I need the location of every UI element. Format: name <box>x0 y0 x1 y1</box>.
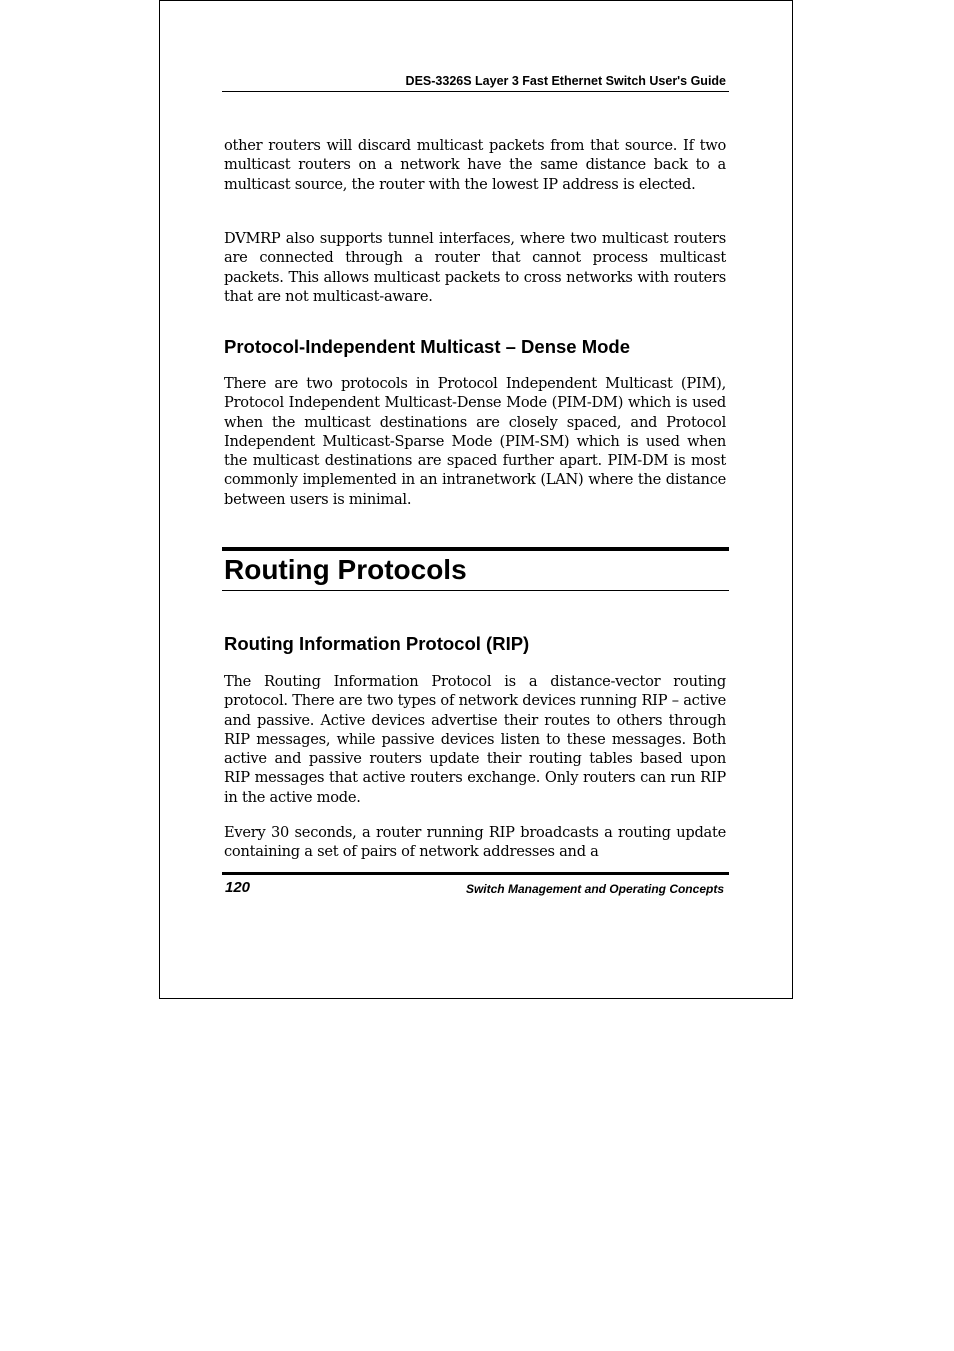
footer-section-title: Switch Management and Operating Concepts <box>465 882 724 896</box>
chapter-title: Routing Protocols <box>224 554 467 585</box>
running-header: DES-3326S Layer 3 Fast Ethernet Switch User's Guide <box>405 74 726 88</box>
paragraph-dvmrp-election: other routers will discard multicast packets from that source. If two multicast routers on a network have the same distance back to a multicast source, the router with the lowest IP address is elected. <box>224 137 726 193</box>
section-heading-rip: Routing Information Protocol (RIP) <box>224 633 530 654</box>
chapter-rule-top <box>222 547 729 551</box>
paragraph-rip-overview: The Routing Information Protocol is a distance-vector routing protocol. There are two types of network devices running RIP – active and passive. Active devices advertise their routes to others through RIP messages, while passive devices listen to these messages. Both active and passive routers update their routing tables based upon RIP messages that active routers exchange. Only routers can run RIP in the active mode. <box>224 673 726 806</box>
chapter-rule-bottom <box>222 590 729 591</box>
paragraph-dvmrp-tunnel: DVMRP also supports tunnel interfaces, where two multicast routers are connected through a router that cannot process multicast packets. This allows multicast packets to cross networks with routers that are not multicast-aware. <box>224 230 726 305</box>
page-number: 120 <box>225 879 251 896</box>
paragraph-pim: There are two protocols in Protocol Independent Multicast (PIM), Protocol Independent Multicast-Dense Mode (PIM-DM) which is used when the multicast destinations are closely spaced, and Protocol Independent Multicast-Sparse Mode (PIM-SM) which is used when the multicast destinations are spaced further apart. PIM-DM is most commonly implemented in an intranetwork (LAN) where the distance between users is minimal. <box>224 375 726 508</box>
header-rule <box>222 91 729 92</box>
paragraph-rip-broadcast: Every 30 seconds, a router running RIP broadcasts a routing update containing a set of pairs of network addresses and a <box>224 824 726 861</box>
section-heading-pim-dm: Protocol-Independent Multicast – Dense Mode <box>224 336 631 357</box>
footer-rule <box>222 872 729 875</box>
